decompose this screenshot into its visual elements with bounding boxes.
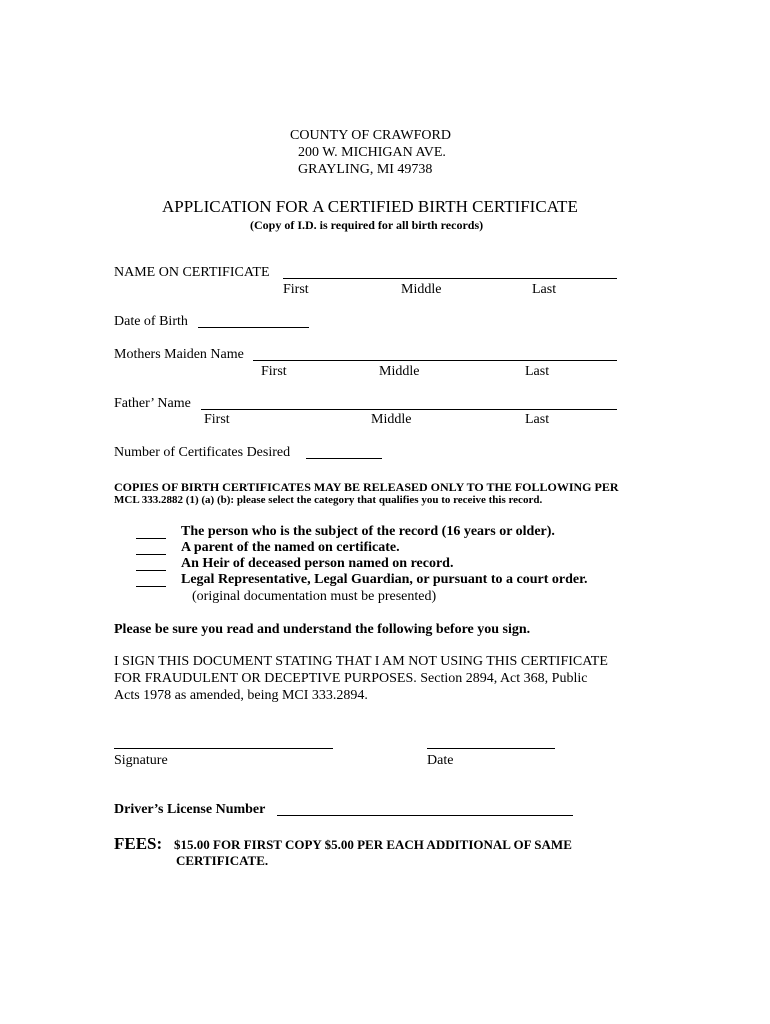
- option-legal-representative: Legal Representative, Legal Guardian, or pursuant to a court order.: [181, 572, 588, 587]
- number-of-certificates-field[interactable]: [306, 458, 382, 459]
- date-label: Date: [427, 753, 454, 768]
- option-documentation-note: (original documentation must be presented): [192, 589, 437, 604]
- father-first-label: First: [204, 412, 230, 427]
- name-on-certificate-field[interactable]: [283, 278, 617, 279]
- fees-line1: $15.00 FOR FIRST COPY $5.00 PER EACH ADDITIONAL OF SAME: [174, 837, 572, 852]
- county-city: GRAYLING, MI 49738: [298, 162, 433, 177]
- date-field[interactable]: [427, 748, 555, 749]
- name-middle-label: Middle: [401, 282, 442, 297]
- number-of-certificates-label: Number of Certificates Desired: [114, 445, 291, 460]
- form-title: APPLICATION FOR A CERTIFIED BIRTH CERTIFICATE: [162, 197, 578, 216]
- form-subtitle: (Copy of I.D. is required for all birth records): [250, 218, 484, 232]
- statement-line1: I SIGN THIS DOCUMENT STATING THAT I AM NOT USING THIS CERTIFICATE: [114, 654, 608, 669]
- father-middle-label: Middle: [371, 412, 412, 427]
- fees-label: FEES:: [114, 834, 163, 853]
- release-notice-line1: COPIES OF BIRTH CERTIFICATES MAY BE RELEASED ONLY TO THE FOLLOWING PER: [114, 480, 619, 494]
- statement-line3: Acts 1978 as amended, being MCI 333.2894.: [114, 688, 368, 703]
- name-last-label: Last: [532, 282, 557, 297]
- option-heir-checkline[interactable]: [136, 570, 166, 571]
- option-heir: An Heir of deceased person named on record.: [181, 556, 454, 571]
- drivers-license-field[interactable]: [277, 815, 573, 816]
- mother-first-label: First: [261, 364, 287, 379]
- option-parent: A parent of the named on certificate.: [181, 540, 400, 555]
- county-name: COUNTY OF CRAWFORD: [290, 128, 451, 143]
- statement-line2: FOR FRAUDULENT OR DECEPTIVE PURPOSES. Section 2894, Act 368, Public: [114, 671, 588, 686]
- mothers-maiden-name-field[interactable]: [253, 360, 617, 361]
- father-last-label: Last: [525, 412, 550, 427]
- county-address: 200 W. MICHIGAN AVE.: [298, 145, 446, 160]
- mother-middle-label: Middle: [379, 364, 420, 379]
- release-notice-line2: MCL 333.2882 (1) (a) (b): please select the category that qualifies you to receive this record.: [114, 494, 543, 506]
- option-legal-representative-checkline[interactable]: [136, 586, 166, 587]
- drivers-license-label: Driver’s License Number: [114, 802, 266, 817]
- signature-field[interactable]: [114, 748, 333, 749]
- fathers-name-label: Father’ Name: [114, 396, 191, 411]
- date-of-birth-label: Date of Birth: [114, 314, 188, 329]
- option-subject-of-record: The person who is the subject of the record (16 years or older).: [181, 524, 555, 539]
- option-subject-checkline[interactable]: [136, 538, 166, 539]
- fathers-name-field[interactable]: [201, 409, 617, 410]
- name-on-certificate-label: NAME ON CERTIFICATE: [114, 265, 270, 280]
- signature-label: Signature: [114, 753, 168, 768]
- date-of-birth-field[interactable]: [198, 327, 309, 328]
- mothers-maiden-name-label: Mothers Maiden Name: [114, 347, 244, 362]
- option-parent-checkline[interactable]: [136, 554, 166, 555]
- name-first-label: First: [283, 282, 309, 297]
- read-before-signing-notice: Please be sure you read and understand the following before you sign.: [114, 622, 531, 637]
- mother-last-label: Last: [525, 364, 550, 379]
- fees-line2: CERTIFICATE.: [176, 853, 269, 868]
